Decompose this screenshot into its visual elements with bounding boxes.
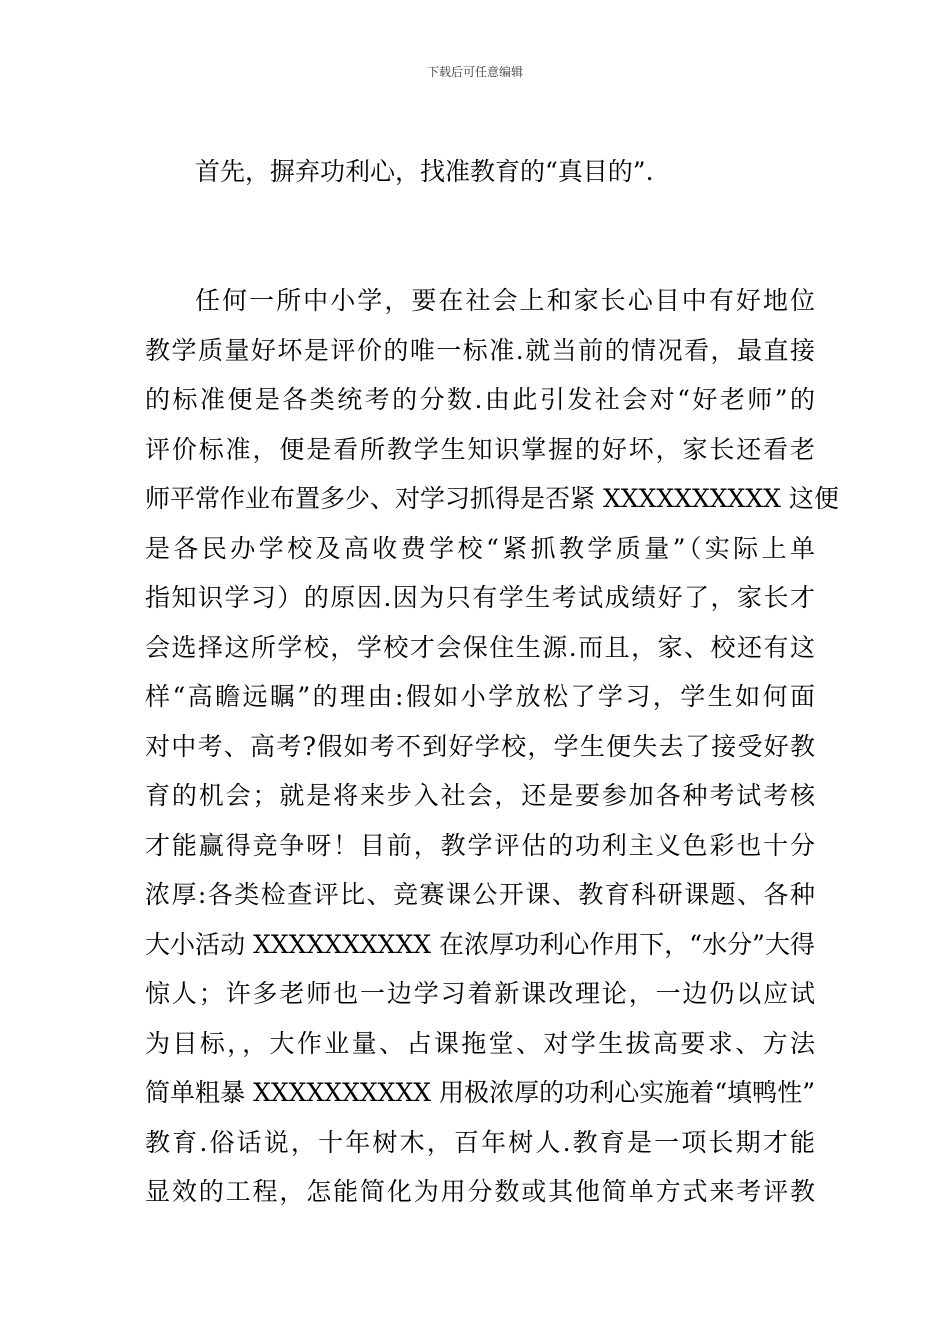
page-header: 下载后可任意编辑: [426, 65, 523, 79]
paragraph-line-5: 师平常作业布置多少、对学习抓得是否紧 XXXXXXXXXX 这便: [145, 484, 839, 513]
paragraph-line-13: 浓厚:各类检查评比、竞赛课公开课、教育科研课题、各种: [145, 880, 815, 909]
paragraph-line-11: 育的机会；就是将来步入社会，还是要参加各种考试考核: [145, 781, 815, 810]
paragraph-line-12: 才能赢得竞争呀！目前，教学评估的功利主义色彩也十分: [145, 830, 815, 860]
paragraph-line-6: 是各民办学校及高收费学校“紧抓教学质量”（实际上单: [145, 533, 815, 563]
section-heading: 首先，摒弃功利心，找准教育的“真目的”.: [195, 157, 654, 186]
paragraph-line-15: 惊人；许多老师也一边学习着新课改理论，一边仍以应试: [145, 979, 815, 1008]
paragraph-line-8: 会选择这所学校，学校才会保住生源.而且，家、校还有这: [145, 632, 815, 662]
paragraph-line-18: 教育.俗话说，十年树木，百年树人.教育是一项长期才能: [145, 1127, 815, 1157]
paragraph-line-1: 任何一所中小学，要在社会上和家长心目中有好地位: [195, 286, 815, 315]
body-paragraph: [145, 276, 839, 1217]
paragraph-line-7: 指知识学习）的原因.因为只有学生考试成绩好了，家长才: [145, 583, 815, 612]
paragraph-line-4: 评价标准，便是看所教学生知识掌握的好坏，家长还看老: [145, 434, 815, 464]
paragraph-line-9: 样“高瞻远瞩”的理由:假如小学放松了学习，学生如何面: [145, 682, 815, 711]
paragraph-line-2: 教学质量好坏是评价的唯一标准.就当前的情况看，最直接: [145, 335, 815, 365]
paragraph-line-10: 对中考、高考?假如考不到好学校，学生便失去了接受好教: [145, 731, 815, 761]
paragraph-line-19: 显效的工程，怎能简化为用分数或其他简单方式来考评教: [145, 1177, 815, 1206]
paragraph-line-3: 的标准便是各类统考的分数.由此引发社会对“好老师”的: [145, 385, 815, 414]
paragraph-line-14: 大小活动 XXXXXXXXXX 在浓厚功利心作用下，“水分”大得: [145, 929, 815, 959]
paragraph-line-16: 为目标，，大作业量、占课拖堂、对学生拔高要求、方法: [145, 1028, 815, 1058]
paragraph-line-17: 简单粗暴 XXXXXXXXXX 用极浓厚的功利心实施着“填鸭性”: [145, 1078, 815, 1107]
